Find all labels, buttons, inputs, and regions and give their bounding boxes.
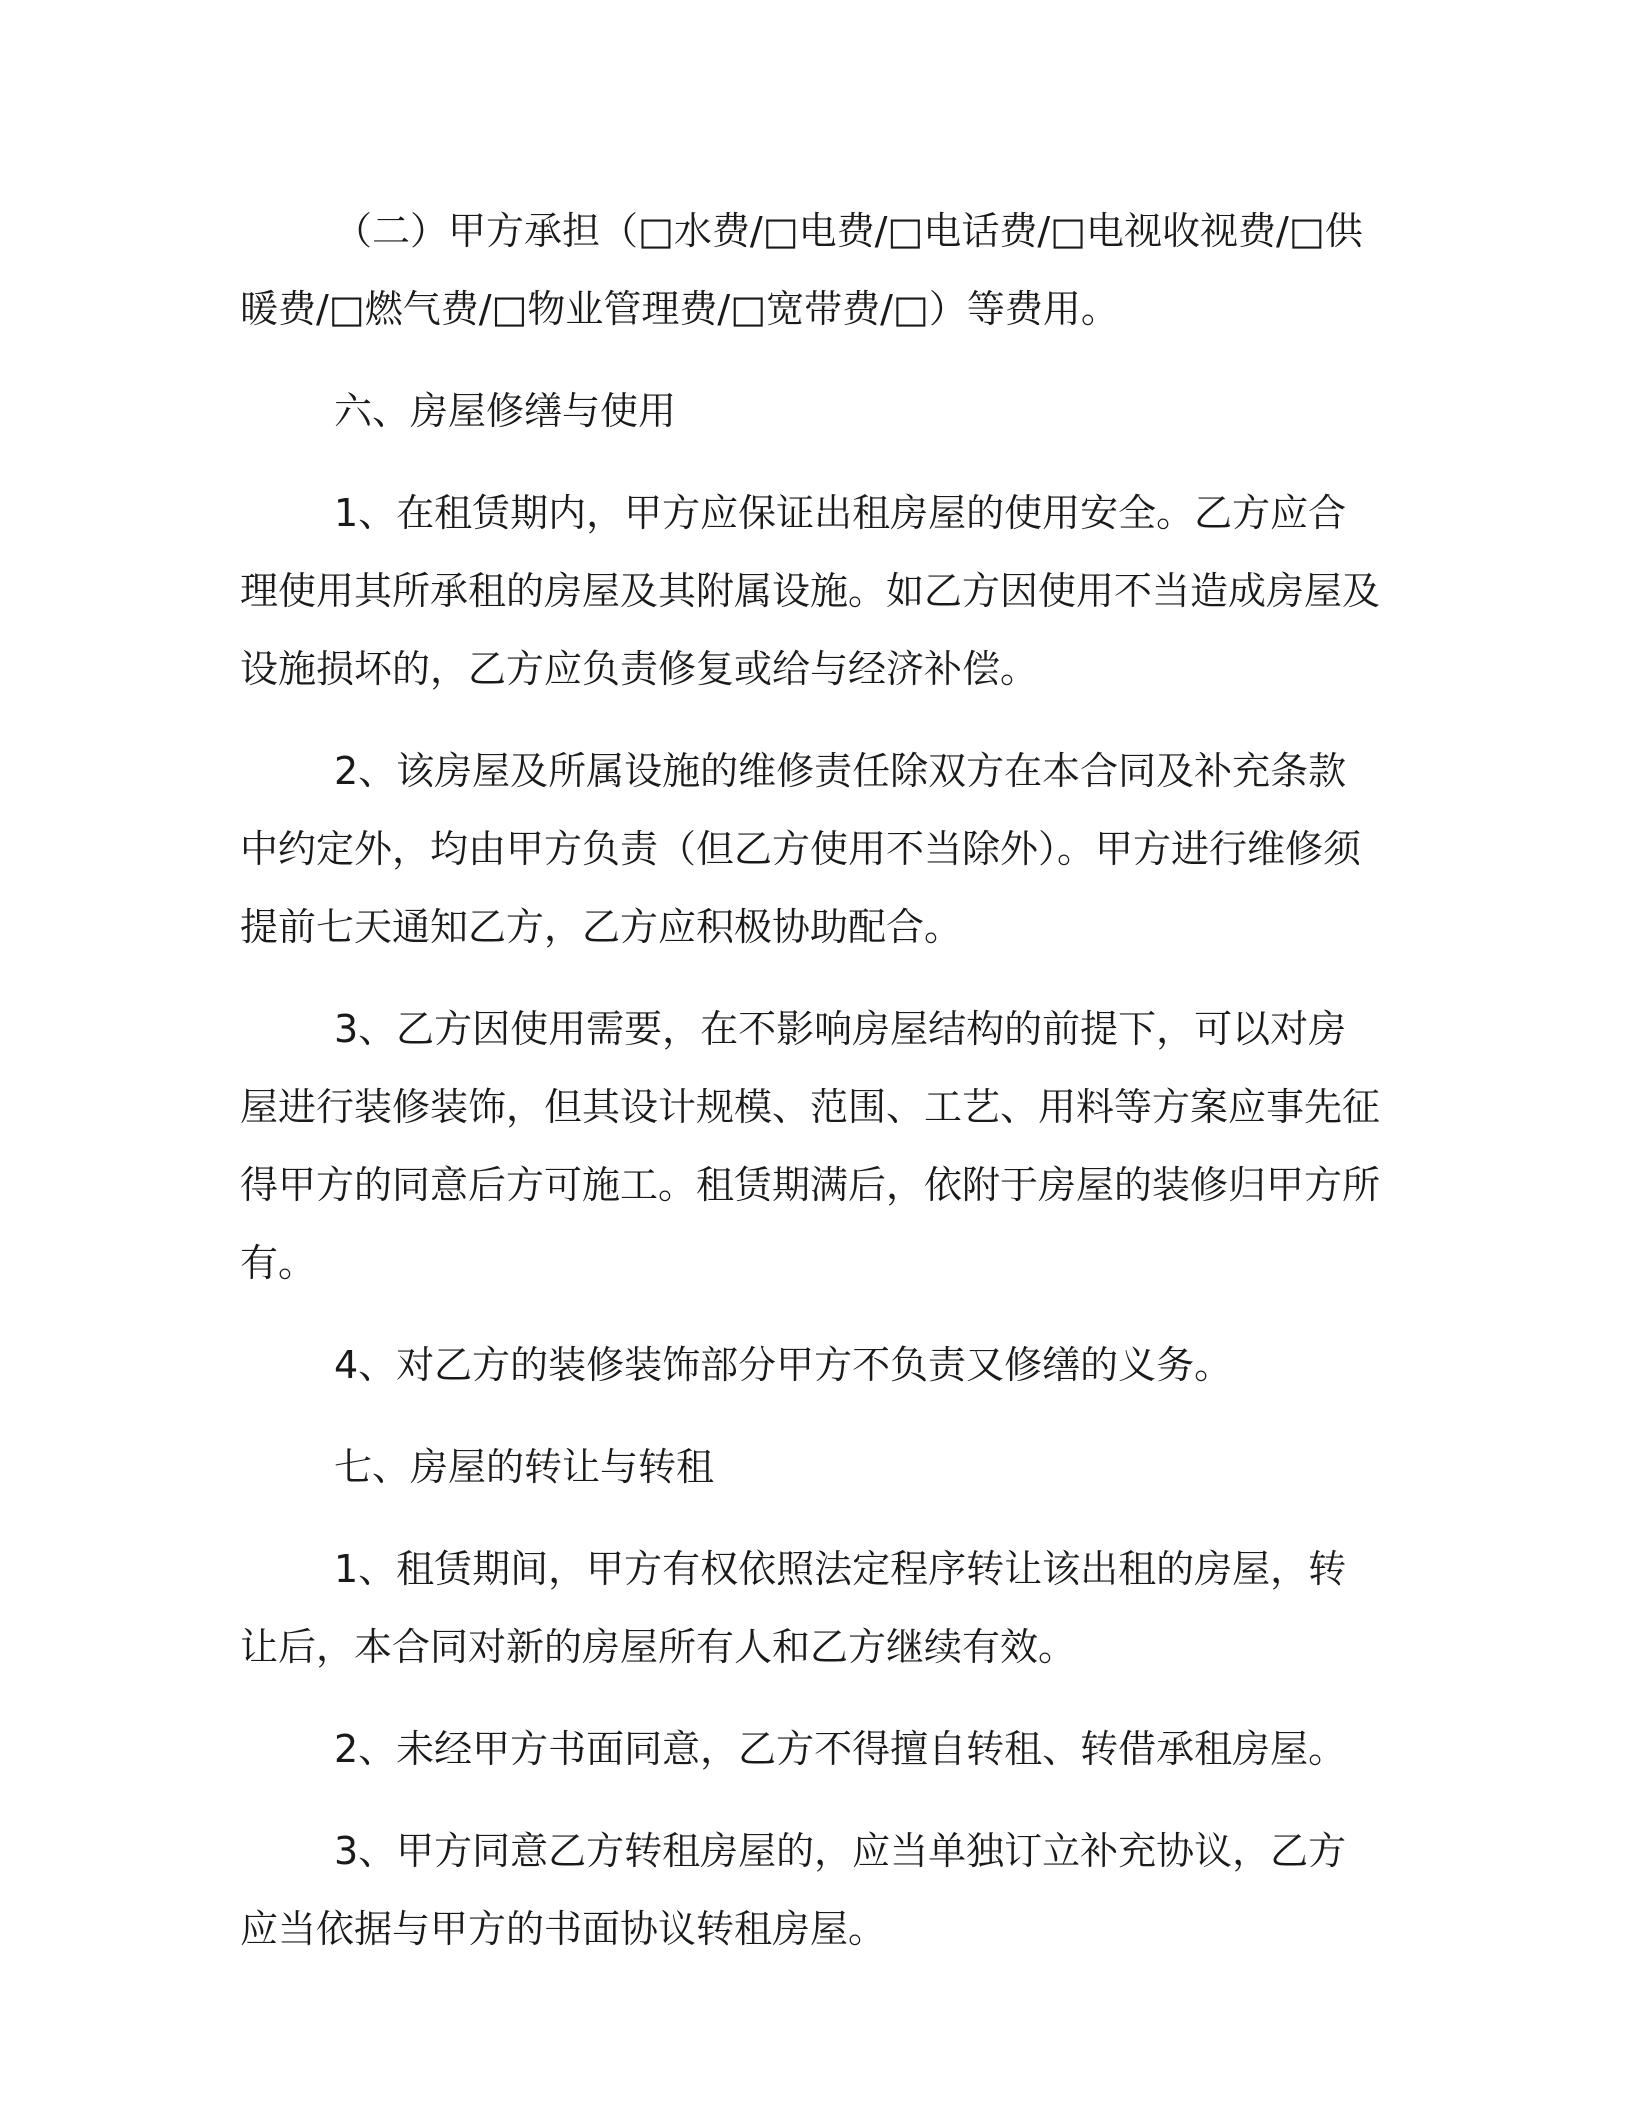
paragraph-repair-4: 4、对乙方的装修装饰部分甲方不负责又修缮的义务。 (334, 1343, 1233, 1387)
paragraph-repair-1: 1、在租赁期内，甲方应保证出租房屋的使用安全。乙方应合理使用其所承租的房屋及其附属设施。如乙方因使用不当造成房屋及设施损坏的，乙方应负责修复或给与经济补偿。 (240, 491, 1381, 691)
paragraph-transfer-2: 2、未经甲方书面同意，乙方不得擅自转租、转借承租房屋。 (334, 1727, 1347, 1771)
paragraph-transfer-3: 3、甲方同意乙方转租房屋的，应当单独订立补充协议，乙方应当依据与甲方的书面协议转租房屋。 (240, 1829, 1347, 1951)
section-heading-repair-and-use: 六、房屋修缮与使用 (334, 389, 677, 433)
document-body (240, 192, 1380, 1992)
paragraph-repair-2: 2、该房屋及所属设施的维修责任除双方在本合同及补充条款中约定外，均由甲方负责（但乙方使用不当除外）。甲方进行维修须提前七天通知乙方，乙方应积极协助配合。 (240, 749, 1362, 949)
paragraph-repair-3: 3、乙方因使用需要，在不影响房屋结构的前提下，可以对房屋进行装修装饰，但其设计规模、范围、工艺、用料等方案应事先征得甲方的同意后方可施工。租赁期满后，依附于房屋的装修归甲方所有。 (240, 1007, 1381, 1285)
paragraph-utility-fees: （二）甲方承担（□水费/□电费/□电话费/□电视收视费/□供暖费/□燃气费/□物业管理费/□宽带费/□）等费用。 (240, 209, 1363, 331)
paragraph-transfer-1: 1、租赁期间，甲方有权依照法定程序转让该出租的房屋，转让后，本合同对新的房屋所有人和乙方继续有效。 (240, 1547, 1347, 1669)
section-heading-transfer-and-sublease: 七、房屋的转让与转租 (334, 1445, 715, 1489)
